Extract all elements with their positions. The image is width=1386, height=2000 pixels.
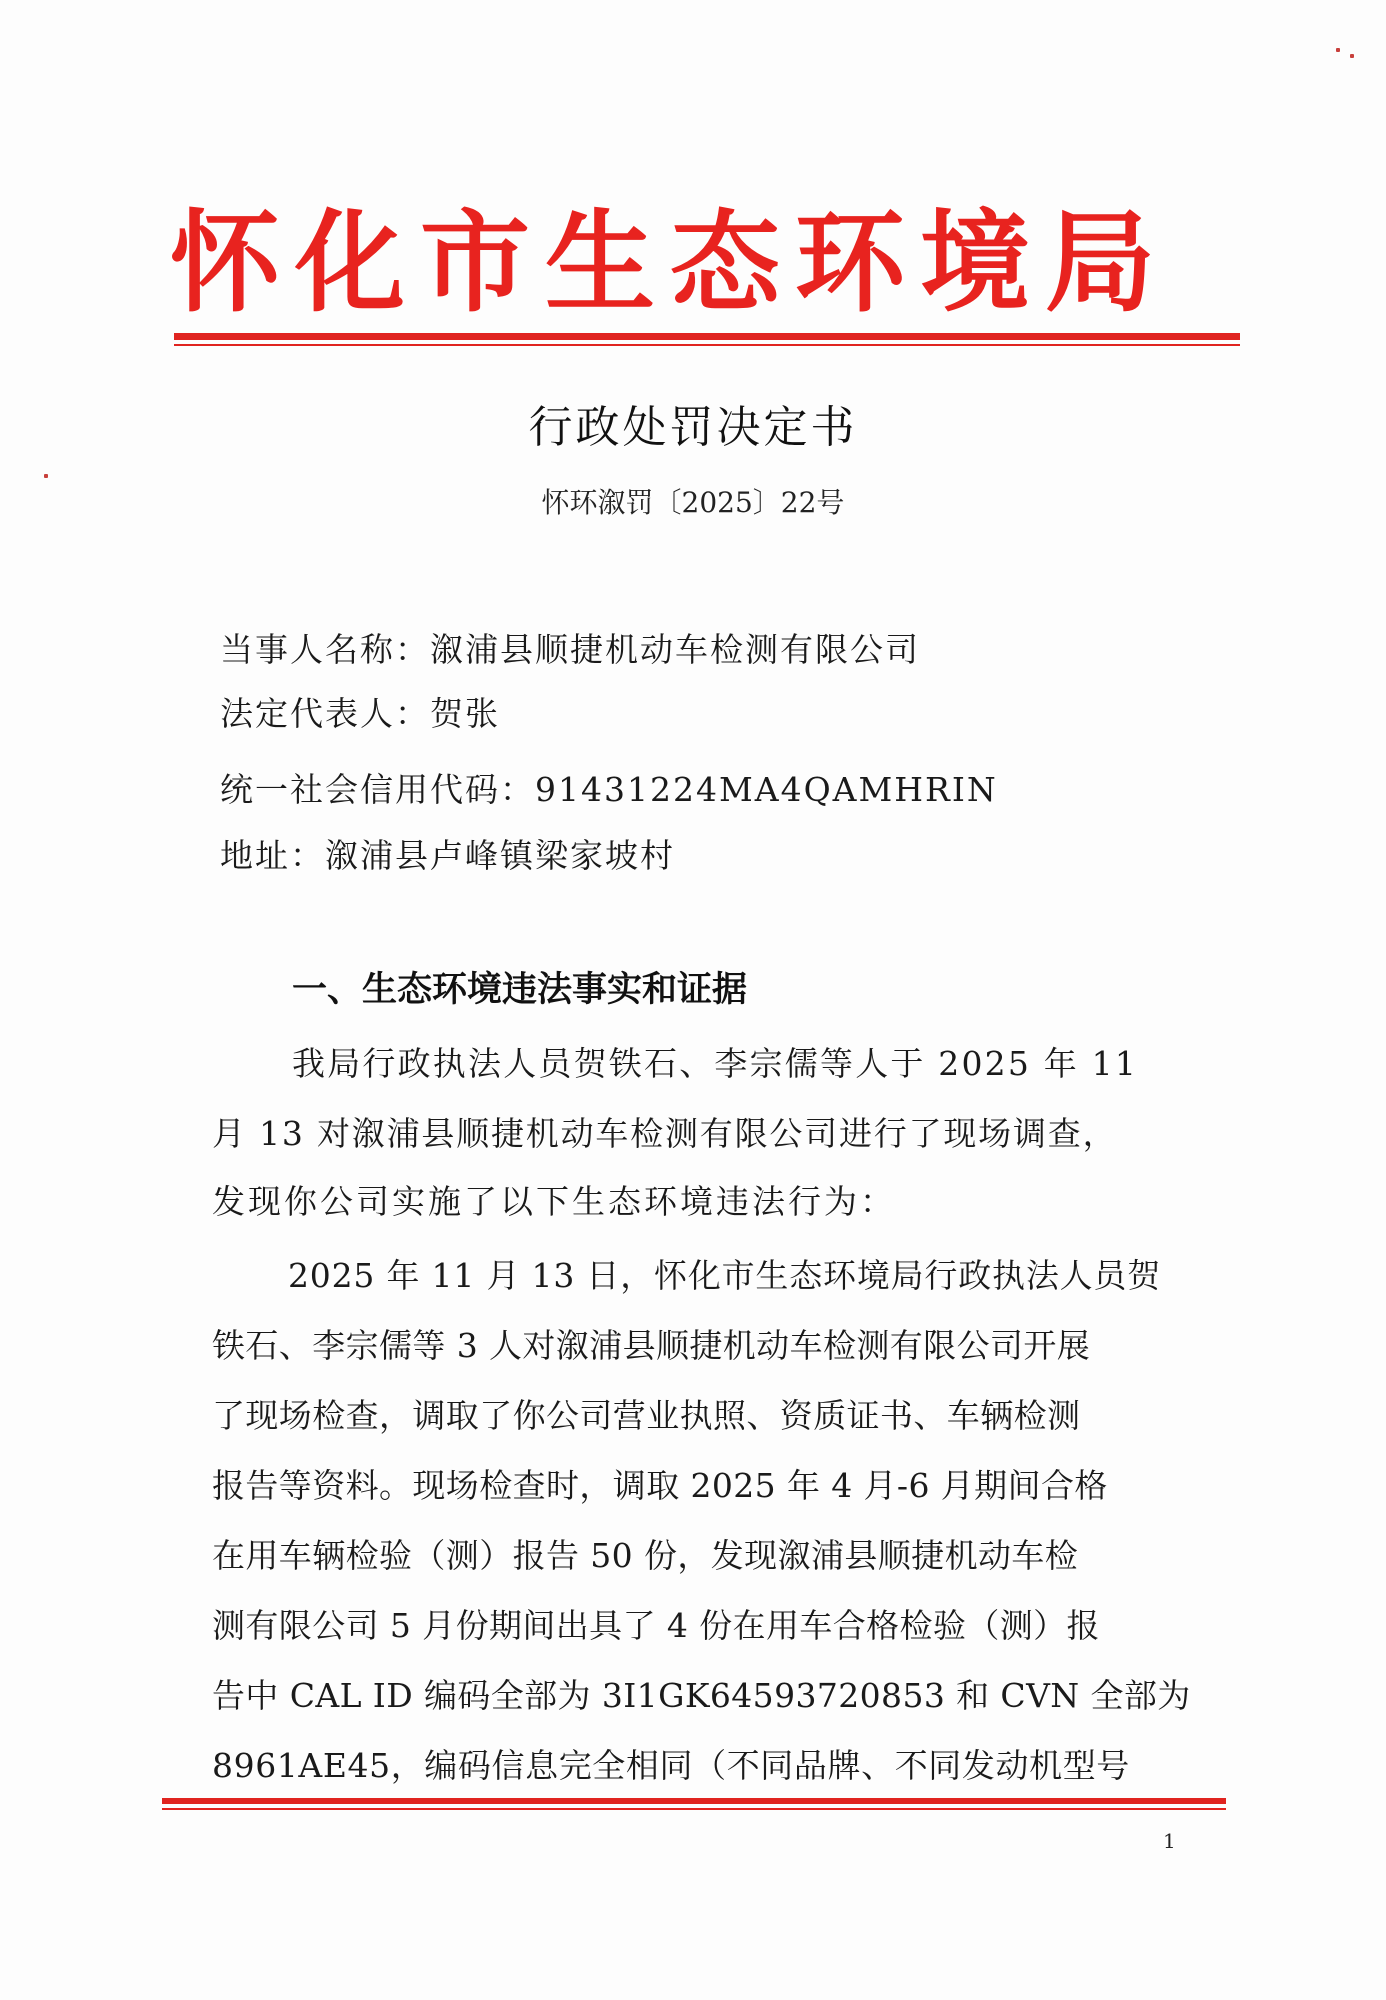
address: 地址：溆浦县卢峰镇梁家坡村 bbox=[220, 836, 675, 875]
footer-rule-thin bbox=[162, 1808, 1226, 1810]
paragraph-line: 测有限公司 5 月份期间出具了 4 份在用车合格检验（测）报 bbox=[212, 1606, 1100, 1645]
paragraph-line: 告中 CAL ID 编码全部为 3I1GK64593720853 和 CVN 全部为 bbox=[212, 1676, 1191, 1715]
credit-code: 统一社会信用代码：91431224MA4QAMHRIN bbox=[220, 770, 998, 809]
document-number: 怀环溆罚〔2025〕22号 bbox=[541, 486, 845, 519]
section-heading: 一、生态环境违法事实和证据 bbox=[292, 970, 748, 1010]
paragraph-line: 8961AE45，编码信息完全相同（不同品牌、不同发动机型号 bbox=[212, 1746, 1130, 1785]
paragraph-line: 报告等资料。现场检查时，调取 2025 年 4 月-6 月期间合格 bbox=[212, 1466, 1108, 1505]
issuer-masthead: 怀化市生态环境局 bbox=[170, 198, 1170, 327]
paragraph-line: 2025 年 11 月 13 日，怀化市生态环境局行政执法人员贺 bbox=[288, 1256, 1162, 1295]
paragraph-line: 铁石、李宗儒等 3 人对溆浦县顺捷机动车检测有限公司开展 bbox=[212, 1326, 1091, 1365]
paragraph-line: 月 13 对溆浦县顺捷机动车检测有限公司进行了现场调查， bbox=[212, 1114, 1118, 1153]
document-title: 行政处罚决定书 bbox=[528, 402, 858, 453]
footer-rule-thick bbox=[162, 1798, 1226, 1804]
paragraph-line: 了现场检查，调取了你公司营业执照、资质证书、车辆检测 bbox=[212, 1396, 1081, 1435]
page-number: 1 bbox=[1163, 1829, 1176, 1853]
paragraph-line: 我局行政执法人员贺铁石、李宗儒等人于 2025 年 11 bbox=[292, 1044, 1139, 1083]
paragraph-line: 发现你公司实施了以下生态环境违法行为： bbox=[212, 1182, 896, 1221]
legal-representative: 法定代表人：贺张 bbox=[220, 694, 500, 733]
masthead-rule-thin bbox=[174, 344, 1240, 346]
paragraph-line: 在用车辆检验（测）报告 50 份，发现溆浦县顺捷机动车检 bbox=[212, 1536, 1079, 1575]
scan-speck bbox=[1350, 54, 1354, 58]
party-name: 当事人名称：溆浦县顺捷机动车检测有限公司 bbox=[220, 630, 920, 669]
scan-speck bbox=[1336, 48, 1340, 52]
masthead-rule-thick bbox=[174, 333, 1240, 340]
